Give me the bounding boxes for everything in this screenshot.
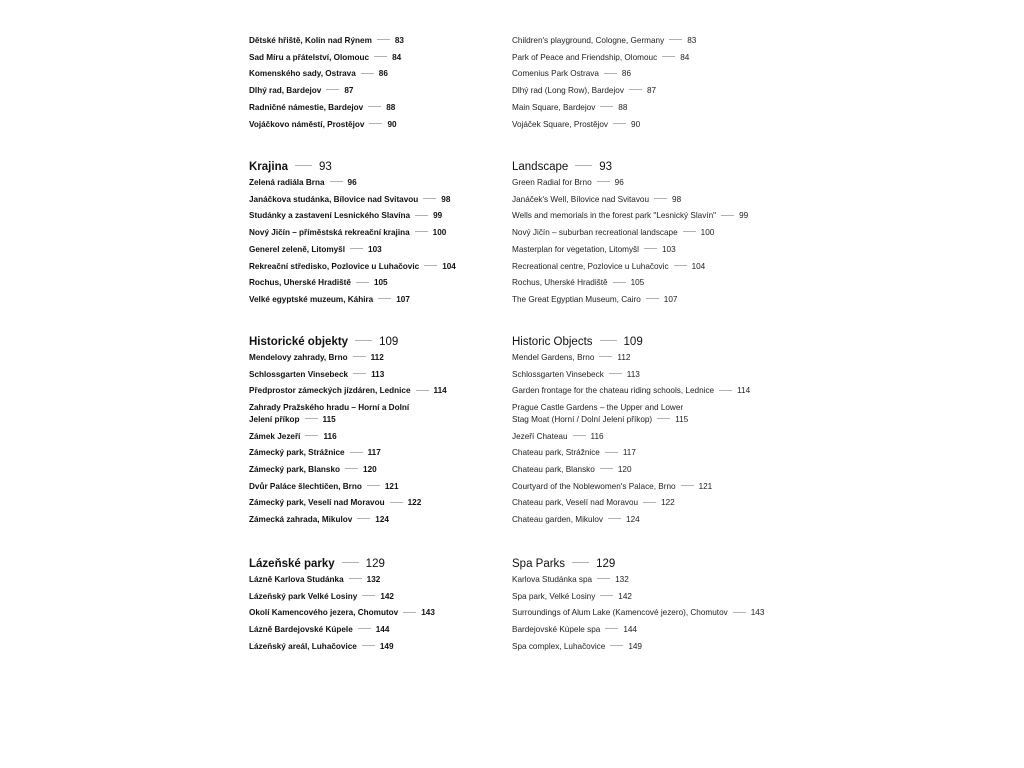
leader-line xyxy=(326,89,339,90)
toc-entry-page: 124 xyxy=(375,515,389,525)
leader-line xyxy=(643,502,656,503)
leader-line xyxy=(629,89,642,90)
toc-entry-title: Wells and memorials in the forest park "Lesnický Slavín" xyxy=(512,211,717,221)
toc-entry-page: 142 xyxy=(618,591,632,601)
section-heading-title: Lázeňské parky xyxy=(249,558,335,570)
toc-entry-page: 122 xyxy=(661,498,675,508)
toc-entry[interactable] xyxy=(512,119,772,131)
toc-entry-title: Komenského sady, Ostrava xyxy=(249,69,356,79)
section-heading-page: 93 xyxy=(319,161,332,173)
leader-line xyxy=(597,578,610,579)
leader-line xyxy=(721,215,734,216)
leader-line xyxy=(424,265,437,266)
toc-entry-page: 121 xyxy=(384,481,399,491)
toc-entry-page: 87 xyxy=(646,86,657,96)
toc-entry-page: 100 xyxy=(432,228,447,238)
section-heading-page: 129 xyxy=(365,558,385,570)
leader-line xyxy=(646,298,659,299)
toc-entry-page: 104 xyxy=(691,261,706,271)
toc-entry[interactable] xyxy=(512,52,772,64)
leader-line xyxy=(573,435,586,436)
toc-entry-title: Sad Míru a přátelství, Olomouc xyxy=(249,52,370,62)
toc-entry[interactable] xyxy=(512,464,772,476)
toc-entry[interactable] xyxy=(512,574,772,586)
toc-entry-title: Comenius Park Ostrava xyxy=(512,69,599,79)
toc-entry-page: 144 xyxy=(623,625,637,635)
toc-entry-title: Karlova Studánka spa xyxy=(512,575,593,584)
section-heading-page: 109 xyxy=(623,336,643,348)
toc-entry[interactable] xyxy=(249,177,489,189)
toc-entry-page: 98 xyxy=(672,194,682,204)
toc-entry[interactable] xyxy=(512,102,772,114)
toc-entry-page: 90 xyxy=(631,119,641,129)
toc-entry-title: Radničné námestie, Bardejov xyxy=(249,102,364,112)
section-heading-title: Landscape xyxy=(512,161,569,173)
toc-entry[interactable] xyxy=(512,641,772,653)
toc-entry-page: 99 xyxy=(739,211,749,221)
leader-line xyxy=(423,198,436,199)
toc-entry-page: 84 xyxy=(392,52,402,62)
toc-entry-page: 107 xyxy=(663,294,678,304)
toc-entry[interactable] xyxy=(249,194,489,206)
section-heading xyxy=(512,335,772,350)
leader-line xyxy=(353,373,366,374)
toc-entry-title: Dlhý rad (Long Row), Bardejov xyxy=(512,86,624,96)
toc-entry-page: 87 xyxy=(344,86,354,96)
toc-entry-page: 83 xyxy=(394,36,404,45)
toc-entry-title: Masterplan for vegetation, Litomyšl xyxy=(512,244,639,254)
toc-entry[interactable] xyxy=(249,244,489,256)
leader-line xyxy=(599,356,612,357)
toc-entry-title: Green Radial for Brno xyxy=(512,178,592,187)
toc-entry-page: 107 xyxy=(396,294,410,304)
toc-entry-page: 115 xyxy=(322,414,336,424)
leader-line xyxy=(403,612,416,613)
toc-entry-title: Park of Peace and Friendship, Olomouc xyxy=(512,52,658,62)
toc-entry[interactable] xyxy=(512,210,772,222)
toc-entry[interactable] xyxy=(512,85,772,97)
leader-line xyxy=(683,231,696,232)
leader-line xyxy=(613,123,626,124)
leader-line xyxy=(605,452,618,453)
leader-line xyxy=(305,435,318,436)
toc-entry-page: 99 xyxy=(433,211,443,221)
toc-entry-title: Nový Jičín – suburban recreational landscape xyxy=(512,228,678,238)
toc-entry[interactable] xyxy=(512,607,772,619)
leader-line xyxy=(345,468,358,469)
toc-entry-page: 120 xyxy=(617,464,632,474)
toc-entry-title: Dvůr Paláce šlechtičen, Brno xyxy=(249,481,362,491)
toc-entry[interactable] xyxy=(512,294,772,306)
leader-line xyxy=(342,562,359,563)
leader-line xyxy=(357,518,370,519)
toc-entry-title: Okolí Kamencového jezera, Chomutov xyxy=(249,608,399,618)
toc-entry[interactable] xyxy=(512,385,772,397)
toc-entry-title: Zelená radiála Brna xyxy=(249,178,325,187)
toc-entry-title: Surroundings of Alum Lake (Kamencové jezero), Chomutov xyxy=(512,608,728,618)
leader-line xyxy=(362,595,375,596)
toc-entry-page: 112 xyxy=(370,353,384,362)
toc-entry-title: Rochus, Uherské Hradiště xyxy=(512,278,608,288)
toc-entry-title: The Great Egyptian Museum, Cairo xyxy=(512,294,641,304)
leader-line xyxy=(600,595,613,596)
toc-entry[interactable] xyxy=(512,261,772,273)
leader-line xyxy=(377,39,390,40)
toc-entry[interactable] xyxy=(249,497,489,509)
toc-entry-title: Dlhý rad, Bardejov xyxy=(249,86,322,96)
toc-entry-title: Chateau park, Strážnice xyxy=(512,448,600,458)
section-heading xyxy=(249,557,489,572)
leader-line xyxy=(362,645,375,646)
leader-line xyxy=(356,282,369,283)
toc-section xyxy=(512,557,772,658)
leader-line xyxy=(572,562,589,563)
toc-entry[interactable] xyxy=(249,68,489,80)
toc-entry-page: 142 xyxy=(380,591,394,601)
toc-entry-title: Jezeří Chateau xyxy=(512,431,568,441)
leader-line xyxy=(662,56,675,57)
toc-entry-page: 132 xyxy=(366,575,381,584)
toc-entry[interactable] xyxy=(249,607,489,619)
toc-entry[interactable] xyxy=(249,294,489,306)
toc-entry-title: Generel zeleně, Litomyšl xyxy=(249,244,346,254)
toc-entry-title: Chateau park, Blansko xyxy=(512,464,595,474)
section-heading-title: Historic Objects xyxy=(512,336,593,348)
leader-line xyxy=(353,356,366,357)
toc-entry-page: 117 xyxy=(622,448,636,458)
toc-entry-page: 86 xyxy=(621,69,632,79)
toc-entry[interactable] xyxy=(249,514,489,526)
toc-entry-title: Vojáček Square, Prostějov xyxy=(512,119,609,129)
leader-line xyxy=(369,123,382,124)
section-heading xyxy=(512,557,772,572)
toc-entry-title: Mendelovy zahrady, Brno xyxy=(249,353,348,362)
toc-entry-title: Janáčkova studánka, Bílovice nad Svitavou xyxy=(249,194,419,204)
toc-entry-title: Bardejovské Kúpele spa xyxy=(512,625,601,635)
toc-entry[interactable] xyxy=(512,369,772,381)
toc-entry-page: 143 xyxy=(421,608,435,618)
leader-line xyxy=(350,248,363,249)
toc-entry-title: Rochus, Uherské Hradiště xyxy=(249,278,351,288)
toc-entry-title: Studánky a zastavení Lesnického Slavína xyxy=(249,211,411,221)
leader-line xyxy=(613,282,626,283)
toc-entry[interactable] xyxy=(249,431,489,443)
toc-entry[interactable] xyxy=(249,210,489,222)
toc-entry-page: 88 xyxy=(386,102,396,112)
toc-entry[interactable] xyxy=(249,35,489,47)
toc-entry-title: Předprostor zámeckých jízdáren, Lednice xyxy=(249,386,411,396)
toc-entry-page: 100 xyxy=(700,228,715,238)
toc-entry-page: 117 xyxy=(367,448,381,458)
toc-entry-title: Chateau garden, Mikulov xyxy=(512,515,604,525)
toc-entry-title: Main Square, Bardejov xyxy=(512,102,596,112)
leader-line xyxy=(361,73,374,74)
toc-entry-page: 96 xyxy=(347,178,357,187)
toc-section xyxy=(249,557,489,658)
toc-entry-title: Dětské hřiště, Kolín nad Rýnem xyxy=(249,36,372,45)
toc-entry-title: Lázně Bardejovské Kúpele xyxy=(249,625,353,635)
toc-entry-page: 143 xyxy=(750,608,765,618)
toc-entry[interactable] xyxy=(512,177,772,189)
leader-line xyxy=(733,612,746,613)
toc-entry-title: Velké egyptské muzeum, Káhira xyxy=(249,294,374,304)
toc-entry[interactable] xyxy=(512,591,772,603)
toc-entry-page: 122 xyxy=(407,498,422,508)
toc-entry-page: 103 xyxy=(661,244,676,254)
section-heading-title: Historické objekty xyxy=(249,336,349,348)
toc-entry[interactable] xyxy=(512,431,772,443)
toc-entry-title: Courtyard of the Noblewomen's Palace, Brno xyxy=(512,481,676,491)
toc-entry-title: Recreational centre, Pozlovice u Luhačovic xyxy=(512,261,669,271)
toc-entry-title: Zámek Jezeří xyxy=(249,431,301,441)
toc-entry-page: 116 xyxy=(323,431,337,441)
section-heading-title: Krajina xyxy=(249,161,288,173)
section-heading-title: Spa Parks xyxy=(512,558,566,570)
toc-entry[interactable] xyxy=(249,85,489,97)
toc-entry-title: Lázně Karlova Studánka xyxy=(249,575,344,584)
toc-entry-page: 113 xyxy=(371,369,385,379)
toc-entry[interactable] xyxy=(512,244,772,256)
toc-entry-page: 144 xyxy=(375,625,390,635)
toc-entry-page: 149 xyxy=(628,641,642,651)
toc-entry[interactable] xyxy=(512,447,772,459)
toc-entry-title: Prague Castle Gardens – the Upper and Lower Stag Moat (Horní / Dolní Jelení příkop) xyxy=(512,403,684,424)
toc-entry-title: Lázeňský areál, Luhačovice xyxy=(249,641,357,651)
leader-line xyxy=(609,373,622,374)
leader-line xyxy=(350,452,363,453)
toc-entry-title: Janáček's Well, Bílovice nad Svitavou xyxy=(512,194,650,204)
toc-entry-page: 112 xyxy=(617,353,631,362)
toc-entry-page: 132 xyxy=(615,575,629,584)
toc-entry-page: 105 xyxy=(630,278,645,288)
toc-entry-page: 88 xyxy=(618,102,628,112)
leader-line xyxy=(600,340,617,341)
leader-line xyxy=(416,390,429,391)
toc-entry-page: 116 xyxy=(590,431,604,441)
toc-entry[interactable] xyxy=(512,514,772,526)
toc-entry-title: Garden frontage for the chateau riding schools, Lednice xyxy=(512,386,715,396)
toc-entry-title: Zámecká zahrada, Mikulov xyxy=(249,515,353,525)
toc-entry-page: 96 xyxy=(614,178,624,187)
leader-line xyxy=(674,265,687,266)
leader-line xyxy=(600,106,613,107)
toc-entry-title: Mendel Gardens, Brno xyxy=(512,353,595,362)
toc-entry[interactable] xyxy=(249,352,489,364)
toc-entry[interactable] xyxy=(249,624,489,636)
toc-entry-page: 83 xyxy=(687,36,697,45)
section-heading xyxy=(512,160,772,175)
toc-entry[interactable] xyxy=(249,385,489,397)
toc-entry[interactable] xyxy=(249,481,489,493)
section-heading-page: 93 xyxy=(599,161,613,173)
toc-entry-title: Nový Jičín – příměstská rekreační krajina xyxy=(249,228,410,238)
toc-entry-page: 114 xyxy=(433,386,447,396)
toc-section xyxy=(512,160,772,311)
leader-line xyxy=(669,39,682,40)
leader-line xyxy=(295,165,312,166)
leader-line xyxy=(608,518,621,519)
toc-entry[interactable] xyxy=(249,574,489,586)
toc-entry[interactable] xyxy=(512,68,772,80)
toc-entry-page: 86 xyxy=(378,69,388,79)
toc-entry-page: 105 xyxy=(373,278,388,288)
toc-entry-page: 104 xyxy=(442,261,456,271)
leader-line xyxy=(575,165,592,166)
leader-line xyxy=(305,418,318,419)
leader-line xyxy=(374,56,387,57)
toc-entry-page: 84 xyxy=(680,52,690,62)
toc-entry-title: Zámecký park, Blansko xyxy=(249,464,341,474)
toc-entry[interactable] xyxy=(249,277,489,289)
toc-entry-title: Zámecký park, Strážnice xyxy=(249,448,345,458)
section-heading xyxy=(249,160,489,175)
leader-line xyxy=(604,73,617,74)
toc-entry-page: 149 xyxy=(379,641,394,651)
toc-entry-page: 124 xyxy=(626,515,640,525)
toc-entry[interactable] xyxy=(512,227,772,239)
leader-line xyxy=(719,390,732,391)
toc-entry-title: Schlossgarten Vinsebeck xyxy=(249,369,349,379)
toc-entry-title: Spa complex, Luhačovice xyxy=(512,641,606,651)
leader-line xyxy=(330,181,343,182)
toc-entry[interactable] xyxy=(249,591,489,603)
section-heading xyxy=(249,335,489,350)
leader-line xyxy=(367,485,380,486)
leader-line xyxy=(368,106,381,107)
toc-entry-title: Schlossgarten Vinsebeck xyxy=(512,369,604,379)
leader-line xyxy=(349,578,362,579)
toc-section xyxy=(249,335,489,531)
toc-section xyxy=(249,160,489,311)
toc-entry-page: 115 xyxy=(675,414,689,424)
leader-line xyxy=(610,645,623,646)
toc-entry-title: Vojáčkovo náměstí, Prostějov xyxy=(249,119,365,129)
leader-line xyxy=(597,181,610,182)
leader-line xyxy=(681,485,694,486)
toc-entry[interactable] xyxy=(249,464,489,476)
leader-line xyxy=(390,502,403,503)
leader-line xyxy=(605,628,618,629)
toc-entry[interactable] xyxy=(512,497,772,509)
toc-entry-title: Children's playground, Cologne, Germany xyxy=(512,36,665,45)
toc-entry[interactable] xyxy=(249,447,489,459)
toc-entry[interactable] xyxy=(512,277,772,289)
toc-entry-page: 113 xyxy=(626,369,640,379)
leader-line xyxy=(415,215,428,216)
toc-entry[interactable] xyxy=(512,194,772,206)
toc-entry-title: Zámecký park, Veselí nad Moravou xyxy=(249,498,385,508)
toc-entry-title: Lázeňský park Velké Losiny xyxy=(249,591,358,601)
toc-entry-title: Zahrady Pražského hradu – Horní a Dolní Jelení příkop xyxy=(249,403,410,424)
toc-entry[interactable] xyxy=(512,481,772,493)
toc-entry-page: 121 xyxy=(698,481,713,491)
toc-section xyxy=(512,335,772,531)
toc-entry-page: 98 xyxy=(441,194,451,204)
toc-entry[interactable] xyxy=(249,227,489,239)
leader-line xyxy=(644,248,657,249)
toc-entry[interactable] xyxy=(249,369,489,381)
toc-entry-page: 120 xyxy=(363,464,377,474)
toc-entry-page: 90 xyxy=(387,119,397,129)
toc-entry-page: 114 xyxy=(737,386,751,396)
leader-line xyxy=(600,468,613,469)
toc-entry[interactable] xyxy=(249,641,489,653)
leader-line xyxy=(657,418,670,419)
section-heading-page: 129 xyxy=(596,558,616,570)
toc-entry[interactable] xyxy=(249,102,489,114)
toc-section xyxy=(512,35,772,135)
toc-entry[interactable] xyxy=(512,35,772,47)
leader-line xyxy=(358,628,371,629)
toc-entry-page: 103 xyxy=(368,244,382,254)
toc-entry[interactable] xyxy=(249,402,414,425)
toc-entry[interactable] xyxy=(249,261,489,273)
section-heading-page: 109 xyxy=(379,336,399,348)
toc-entry[interactable] xyxy=(249,52,489,64)
toc-entry[interactable] xyxy=(512,624,772,636)
toc-entry-title: Chateau park, Veselí nad Moravou xyxy=(512,498,639,508)
leader-line xyxy=(355,340,372,341)
leader-line xyxy=(378,298,391,299)
leader-line xyxy=(654,198,667,199)
toc-section xyxy=(249,35,489,135)
toc-entry-title: Spa park, Velké Losiny xyxy=(512,591,596,601)
toc-entry-title: Rekreační středisko, Pozlovice u Luhačovic xyxy=(249,261,420,271)
toc-entry[interactable] xyxy=(512,402,692,425)
toc-entry[interactable] xyxy=(512,352,772,364)
leader-line xyxy=(415,231,428,232)
toc-entry[interactable] xyxy=(249,119,489,131)
